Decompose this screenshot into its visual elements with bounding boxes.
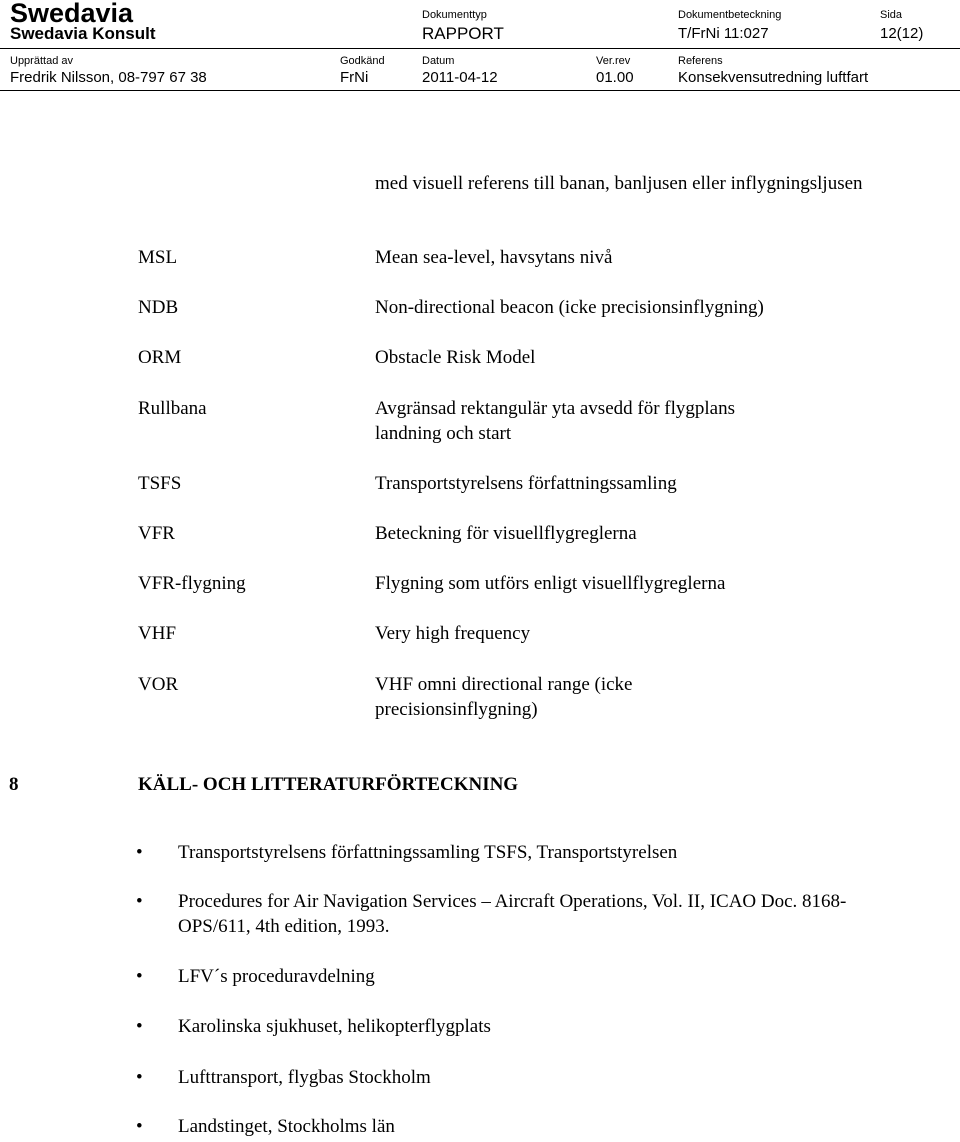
section-title: KÄLL- OCH LITTERATURFÖRTECKNING [138,774,519,795]
document-header [0,0,960,92]
reference-item: Transportstyrelsens författningssamling TSFS, Transportstyrelsen [178,842,678,863]
doctype-label: Dokumenttyp [422,9,487,21]
glossary-term-orm: ORM [138,347,182,368]
bullet-icon: • [136,966,143,987]
glossary-term-ndb: NDB [138,297,179,318]
glossary-term-vhf: VHF [138,623,177,644]
author-label: Upprättad av [10,55,73,67]
header-divider-top [0,48,960,49]
glossary-def-tsfs: Transportstyrelsens författningssamling [375,473,677,494]
date-value: 2011-04-12 [422,69,498,86]
bullet-icon: • [136,891,143,912]
glossary-def-vhf: Very high frequency [375,623,531,644]
reference-item: Karolinska sjukhuset, helikopterflygplats [178,1016,491,1037]
glossary-def-vfr: Beteckning för visuellflygreglerna [375,523,637,544]
date-label: Datum [422,55,455,67]
doctype-value: RAPPORT [422,24,504,43]
reference-item: Landstinget, Stockholms län [178,1116,395,1137]
bullet-icon: • [136,1116,143,1137]
glossary-def-rullbana: Avgränsad rektangulär yta avsedd för flygplans landning och start [375,398,735,444]
reference-item: LFV´s proceduravdelning [178,966,375,987]
header-divider-bottom [0,90,960,91]
glossary-def-msl: Mean sea-level, havsytans nivå [375,247,613,268]
glossary-term-rullbana: Rullbana [138,398,207,419]
revision-value: 01.00 [596,69,634,86]
glossary-lead-definition: med visuell referens till banan, banljusen eller inflygningsljusen [375,173,863,194]
section-number: 8 [9,774,19,795]
glossary-term-vfr-flygning: VFR-flygning [138,573,246,594]
bullet-icon: • [136,1016,143,1037]
glossary-term-msl: MSL [138,247,178,268]
reference-value: Konsekvensutredning luftfart [678,69,869,86]
glossary-term-vfr: VFR [138,523,175,544]
reference-item: Lufttransport, flygbas Stockholm [178,1067,431,1088]
glossary-def-vor: VHF omni directional range (icke precisionsinflygning) [375,674,633,720]
approved-value: FrNi [340,69,369,86]
revision-label: Ver.rev [596,55,631,67]
bullet-icon: • [136,842,143,863]
brand-name: Swedavia [10,0,134,28]
glossary-def-ndb: Non-directional beacon (icke precisionsinflygning) [375,297,764,318]
brand-subtitle: Swedavia Konsult [10,24,156,43]
reference-label: Referens [678,55,723,67]
page-label: Sida [880,9,903,21]
docid-label: Dokumentbeteckning [678,9,782,21]
glossary-def-vfr-flygning: Flygning som utförs enligt visuellflygreglerna [375,573,726,594]
page-number: 12(12) [880,25,924,42]
glossary-term-tsfs: TSFS [138,473,182,494]
approved-label: Godkänd [340,55,385,67]
glossary-term-vor: VOR [138,674,179,695]
docid-value: T/FrNi 11:027 [678,25,769,42]
glossary-def-orm: Obstacle Risk Model [375,347,536,368]
author-value: Fredrik Nilsson, 08-797 67 38 [10,69,207,86]
reference-item: Procedures for Air Navigation Services – Aircraft Operations, Vol. II, ICAO Doc. 8168-OPS/611, 4th edition, 1993. [178,891,847,937]
bullet-icon: • [136,1067,143,1088]
